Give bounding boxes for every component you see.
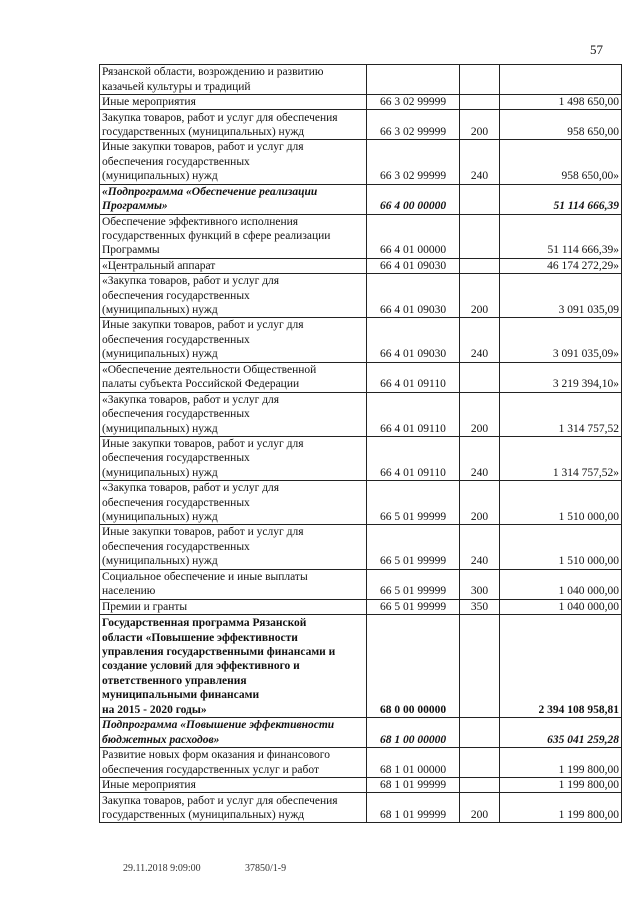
expense-type-cell (460, 214, 500, 258)
target-code-cell: 66 5 01 99999 (367, 569, 460, 599)
target-code-cell: 68 1 01 99999 (367, 793, 460, 823)
budget-table (99, 64, 622, 823)
expense-type-cell: 200 (460, 110, 500, 140)
amount-cell (500, 65, 622, 95)
amount-cell: 1 498 650,00 (500, 95, 622, 110)
expense-name-cell: «Закупка товаров, работ и услуг для обеспечения государственных (муниципальных) нужд (100, 392, 367, 436)
expense-type-cell (460, 777, 500, 792)
table-row (100, 777, 622, 792)
target-code-cell: 66 3 02 99999 (367, 95, 460, 110)
expense-type-cell: 200 (460, 392, 500, 436)
amount-cell: 3 219 394,10» (500, 362, 622, 392)
expense-name-cell: Иные закупки товаров, работ и услуг для обеспечения государственных (муниципальных) нужд (100, 318, 367, 362)
amount-cell: 3 091 035,09 (500, 274, 622, 318)
budget-table-body (100, 65, 622, 823)
target-code-cell: 66 4 01 09110 (367, 392, 460, 436)
target-code-cell: 66 4 00 00000 (367, 184, 460, 214)
target-code-cell: 68 1 01 99999 (367, 777, 460, 792)
expense-name-cell: «Закупка товаров, работ и услуг для обеспечения государственных (муниципальных) нужд (100, 274, 367, 318)
expense-name-cell: Закупка товаров, работ и услуг для обеспечения государственных (муниципальных) нужд (100, 793, 367, 823)
table-row (100, 525, 622, 569)
target-code-cell: 66 3 02 99999 (367, 110, 460, 140)
amount-cell: 1 510 000,00 (500, 525, 622, 569)
target-code-cell: 66 4 01 09030 (367, 274, 460, 318)
expense-name-cell: Рязанской области, возрождению и развитию казачьей культуры и традиций (100, 65, 367, 95)
expense-type-cell: 300 (460, 569, 500, 599)
table-row (100, 184, 622, 214)
amount-cell: 51 114 666,39» (500, 214, 622, 258)
table-row (100, 481, 622, 525)
expense-name-cell: «Подпрограмма «Обеспечение реализации Программы» (100, 184, 367, 214)
target-code-cell: 66 3 02 99999 (367, 140, 460, 184)
expense-type-cell: 200 (460, 481, 500, 525)
expense-name-cell: Иные мероприятия (100, 777, 367, 792)
expense-type-cell (460, 258, 500, 273)
expense-name-cell: Иные мероприятия (100, 95, 367, 110)
target-code-cell: 66 4 01 09030 (367, 258, 460, 273)
expense-name-cell: Государственная программа Рязанской области «Повышение эффективности управления государственными финансами и создание условий для эффективного и ответственного управления муниципальными финансами на 2015 - 2020 годы» (100, 614, 367, 717)
table-row (100, 392, 622, 436)
table-row (100, 717, 622, 747)
expense-type-cell (460, 95, 500, 110)
amount-cell: 635 041 259,28 (500, 717, 622, 747)
target-code-cell: 66 4 01 09030 (367, 318, 460, 362)
table-row (100, 110, 622, 140)
table-row (100, 65, 622, 95)
table-row (100, 793, 622, 823)
table-row (100, 95, 622, 110)
expense-type-cell (460, 747, 500, 777)
expense-type-cell: 350 (460, 599, 500, 614)
table-row (100, 569, 622, 599)
table-row (100, 362, 622, 392)
expense-type-cell: 240 (460, 525, 500, 569)
table-row (100, 274, 622, 318)
expense-type-cell (460, 362, 500, 392)
expense-name-cell: «Центральный аппарат (100, 258, 367, 273)
expense-type-cell: 200 (460, 793, 500, 823)
amount-cell: 3 091 035,09» (500, 318, 622, 362)
table-row (100, 614, 622, 717)
table-row (100, 214, 622, 258)
expense-name-cell: Закупка товаров, работ и услуг для обеспечения государственных (муниципальных) нужд (100, 110, 367, 140)
table-row (100, 258, 622, 273)
table-row (100, 436, 622, 480)
expense-type-cell: 200 (460, 274, 500, 318)
expense-type-cell (460, 717, 500, 747)
footer-timestamp: 29.11.2018 9:09:00 (123, 863, 201, 874)
table-row (100, 747, 622, 777)
target-code-cell: 68 0 00 00000 (367, 614, 460, 717)
expense-type-cell: 240 (460, 318, 500, 362)
amount-cell: 2 394 108 958,81 (500, 614, 622, 717)
expense-type-cell: 240 (460, 140, 500, 184)
target-code-cell: 66 5 01 99999 (367, 599, 460, 614)
expense-name-cell: Подпрограмма «Повышение эффективности бюджетных расходов» (100, 717, 367, 747)
expense-name-cell: Премии и гранты (100, 599, 367, 614)
expense-name-cell: «Обеспечение деятельности Общественной палаты субъекта Российской Федерации (100, 362, 367, 392)
target-code-cell: 68 1 01 00000 (367, 747, 460, 777)
amount-cell: 1 199 800,00 (500, 777, 622, 792)
amount-cell: 958 650,00 (500, 110, 622, 140)
expense-type-cell (460, 614, 500, 717)
expense-type-cell: 240 (460, 436, 500, 480)
target-code-cell: 66 4 01 09110 (367, 436, 460, 480)
target-code-cell: 66 4 01 00000 (367, 214, 460, 258)
target-code-cell: 66 5 01 99999 (367, 481, 460, 525)
amount-cell: 1 199 800,00 (500, 793, 622, 823)
amount-cell: 958 650,00» (500, 140, 622, 184)
target-code-cell: 68 1 00 00000 (367, 717, 460, 747)
target-code-cell (367, 65, 460, 95)
expense-name-cell: Социальное обеспечение и иные выплаты населению (100, 569, 367, 599)
amount-cell: 46 174 272,29» (500, 258, 622, 273)
expense-name-cell: Иные закупки товаров, работ и услуг для обеспечения государственных (муниципальных) нужд (100, 436, 367, 480)
table-row (100, 140, 622, 184)
amount-cell: 1 040 000,00 (500, 599, 622, 614)
amount-cell: 1 314 757,52» (500, 436, 622, 480)
expense-name-cell: Обеспечение эффективного исполнения государственных функций в сфере реализации Программы (100, 214, 367, 258)
expense-type-cell (460, 184, 500, 214)
table-row (100, 599, 622, 614)
table-row (100, 318, 622, 362)
expense-name-cell: «Закупка товаров, работ и услуг для обеспечения государственных (муниципальных) нужд (100, 481, 367, 525)
footer-document-number: 37850/1-9 (245, 863, 287, 874)
expense-name-cell: Иные закупки товаров, работ и услуг для обеспечения государственных (муниципальных) нужд (100, 525, 367, 569)
target-code-cell: 66 5 01 99999 (367, 525, 460, 569)
expense-type-cell (460, 65, 500, 95)
page-number: 57 (590, 42, 603, 57)
amount-cell: 1 314 757,52 (500, 392, 622, 436)
amount-cell: 51 114 666,39 (500, 184, 622, 214)
amount-cell: 1 510 000,00 (500, 481, 622, 525)
expense-name-cell: Иные закупки товаров, работ и услуг для обеспечения государственных (муниципальных) нужд (100, 140, 367, 184)
amount-cell: 1 199 800,00 (500, 747, 622, 777)
target-code-cell: 66 4 01 09110 (367, 362, 460, 392)
expense-name-cell: Развитие новых форм оказания и финансового обеспечения государственных услуг и работ (100, 747, 367, 777)
amount-cell: 1 040 000,00 (500, 569, 622, 599)
